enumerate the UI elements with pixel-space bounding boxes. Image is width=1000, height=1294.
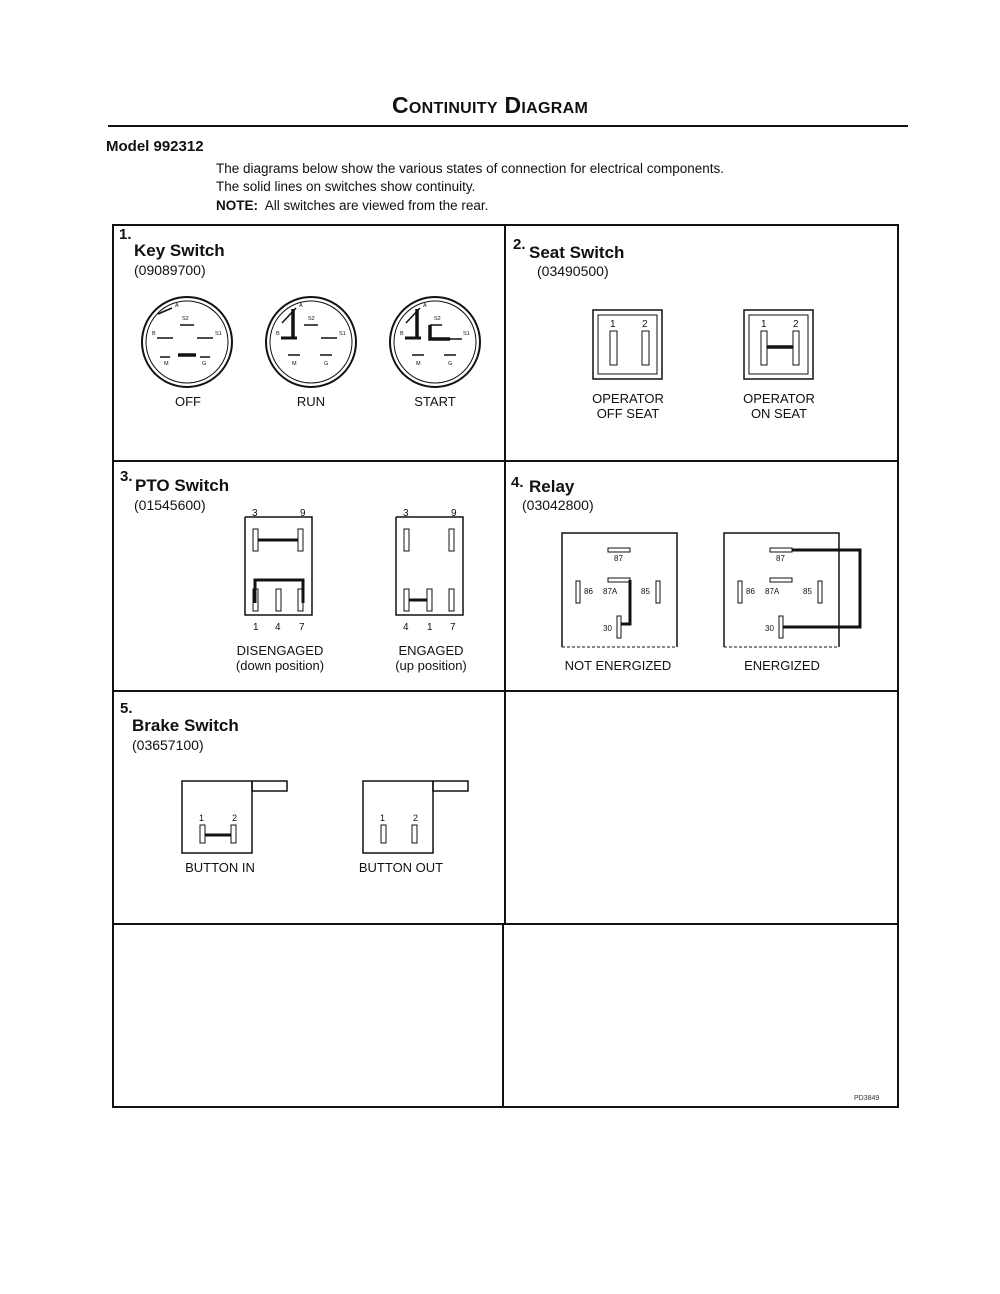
note-label: NOTE: <box>216 198 258 213</box>
key-run-terminal-b: B <box>276 331 280 337</box>
pto-engaged-diagram <box>391 505 471 635</box>
key-run-terminal-m: M <box>292 361 297 367</box>
key-off-terminal-g: G <box>202 361 207 367</box>
pto-disengaged-label <box>221 643 339 673</box>
drawing-code: PD3849 <box>854 1095 880 1102</box>
seat-on-label <box>729 391 829 421</box>
panel-number-3: 3. <box>120 468 133 485</box>
relay-not-energized-label: NOT ENERGIZED <box>564 658 672 673</box>
panel-number-5: 5. <box>120 700 133 717</box>
pto-dis-terminal-1: 1 <box>253 622 259 633</box>
key-run-terminal-g: G <box>324 361 329 367</box>
seat-on-terminal-1: 1 <box>761 319 767 330</box>
brake-in-terminal-2: 2 <box>232 813 238 823</box>
pto-disengaged-diagram <box>240 505 320 635</box>
brake-switch-part-number: (03657100) <box>132 737 204 753</box>
brake-button-in-label: BUTTON IN <box>185 860 255 875</box>
key-run-terminal-s2: S2 <box>308 316 315 322</box>
model-number: Model 992312 <box>106 138 204 155</box>
key-off-terminal-s1: S1 <box>215 331 222 337</box>
brake-out-terminal-2: 2 <box>413 813 419 823</box>
page-title: Continuity Diagram <box>392 92 589 118</box>
seat-off-label-line-2: OFF SEAT <box>596 406 660 421</box>
relay-on-terminal-86: 86 <box>746 587 755 596</box>
relay-off-terminal-87a: 87A <box>603 587 618 596</box>
brake-in-terminal-1: 1 <box>199 813 205 823</box>
intro-line-2: The solid lines on switches show continuity. <box>216 179 476 194</box>
seat-on-label-line-2: ON SEAT <box>750 406 808 421</box>
relay-off-terminal-86: 86 <box>584 587 593 596</box>
brake-out-terminal-1: 1 <box>380 813 386 823</box>
key-run-terminal-a: A <box>299 303 303 309</box>
key-start-terminal-s2: S2 <box>434 316 441 322</box>
key-off-terminal-m: M <box>164 361 169 367</box>
note-text: All switches are viewed from the rear. <box>264 198 489 213</box>
seat-on-diagram <box>743 309 815 381</box>
pto-disengaged-label-line-1: DISENGAGED <box>236 643 324 658</box>
key-state-run-label: RUN <box>296 394 326 409</box>
brake-button-out-label: BUTTON OUT <box>358 860 444 875</box>
relay-on-terminal-87a: 87A <box>765 587 780 596</box>
panel-number-1: 1. <box>119 226 132 243</box>
key-state-off-label: OFF <box>175 394 201 409</box>
relay-off-terminal-85: 85 <box>641 587 650 596</box>
pto-eng-terminal-3: 3 <box>403 508 409 519</box>
relay-title: Relay <box>529 477 575 496</box>
key-off-terminal-s2: S2 <box>182 316 189 322</box>
key-start-terminal-a: A <box>423 303 427 309</box>
pto-eng-terminal-7: 7 <box>450 622 456 633</box>
key-start-terminal-g: G <box>448 361 453 367</box>
seat-off-terminal-1: 1 <box>610 319 616 330</box>
relay-on-terminal-85: 85 <box>803 587 812 596</box>
key-start-terminal-b: B <box>400 331 404 337</box>
key-switch-start-diagram <box>388 295 483 390</box>
seat-off-diagram <box>592 309 664 381</box>
relay-energized-diagram <box>722 531 867 653</box>
relay-not-energized-diagram <box>560 531 680 653</box>
pto-switch-title: PTO Switch <box>135 476 230 495</box>
pto-eng-terminal-1: 1 <box>427 622 433 633</box>
seat-off-terminal-2: 2 <box>642 319 648 330</box>
pto-disengaged-label-line-2: (down position) <box>235 658 325 673</box>
panel-number-4: 4. <box>511 474 524 491</box>
key-switch-off-diagram <box>140 295 235 390</box>
pto-eng-terminal-4: 4 <box>403 622 409 633</box>
key-switch-title: Key Switch <box>134 241 225 260</box>
brake-button-out-diagram <box>361 779 471 859</box>
relay-part-number: (03042800) <box>522 497 594 513</box>
key-state-start-label: START <box>414 394 456 409</box>
relay-off-terminal-87: 87 <box>614 554 623 563</box>
key-switch-part-number: (09089700) <box>134 262 206 278</box>
pto-dis-terminal-4: 4 <box>275 622 281 633</box>
key-run-terminal-s1: S1 <box>339 331 346 337</box>
pto-engaged-label <box>372 643 490 673</box>
pto-switch-part-number: (01545600) <box>134 497 206 513</box>
seat-switch-title: Seat Switch <box>529 243 625 262</box>
seat-on-label-line-1: OPERATOR <box>743 391 815 406</box>
seat-on-terminal-2: 2 <box>793 319 799 330</box>
brake-switch-title: Brake Switch <box>132 716 239 735</box>
seat-off-label <box>578 391 678 421</box>
relay-on-terminal-30: 30 <box>765 624 774 633</box>
pto-dis-terminal-3: 3 <box>252 508 258 519</box>
panel-number-2: 2. <box>513 236 526 253</box>
key-switch-run-diagram <box>264 295 359 390</box>
key-off-terminal-b: B <box>152 331 156 337</box>
relay-off-terminal-30: 30 <box>603 624 612 633</box>
key-start-terminal-s1: S1 <box>463 331 470 337</box>
seat-switch-part-number: (03490500) <box>537 263 609 279</box>
pto-engaged-label-line-1: ENGAGED <box>398 643 464 658</box>
intro-line-1: The diagrams below show the various states of connection for electrical components. <box>216 161 725 176</box>
seat-off-label-line-1: OPERATOR <box>592 391 664 406</box>
pto-dis-terminal-9: 9 <box>300 508 306 519</box>
key-off-terminal-a: A <box>175 303 179 309</box>
pto-engaged-label-line-2: (up position) <box>395 658 467 673</box>
pto-eng-terminal-9: 9 <box>451 508 457 519</box>
relay-on-terminal-87: 87 <box>776 554 785 563</box>
relay-energized-label: ENERGIZED <box>744 658 820 673</box>
key-start-terminal-m: M <box>416 361 421 367</box>
pto-dis-terminal-7: 7 <box>299 622 305 633</box>
brake-button-in-diagram <box>180 779 290 859</box>
